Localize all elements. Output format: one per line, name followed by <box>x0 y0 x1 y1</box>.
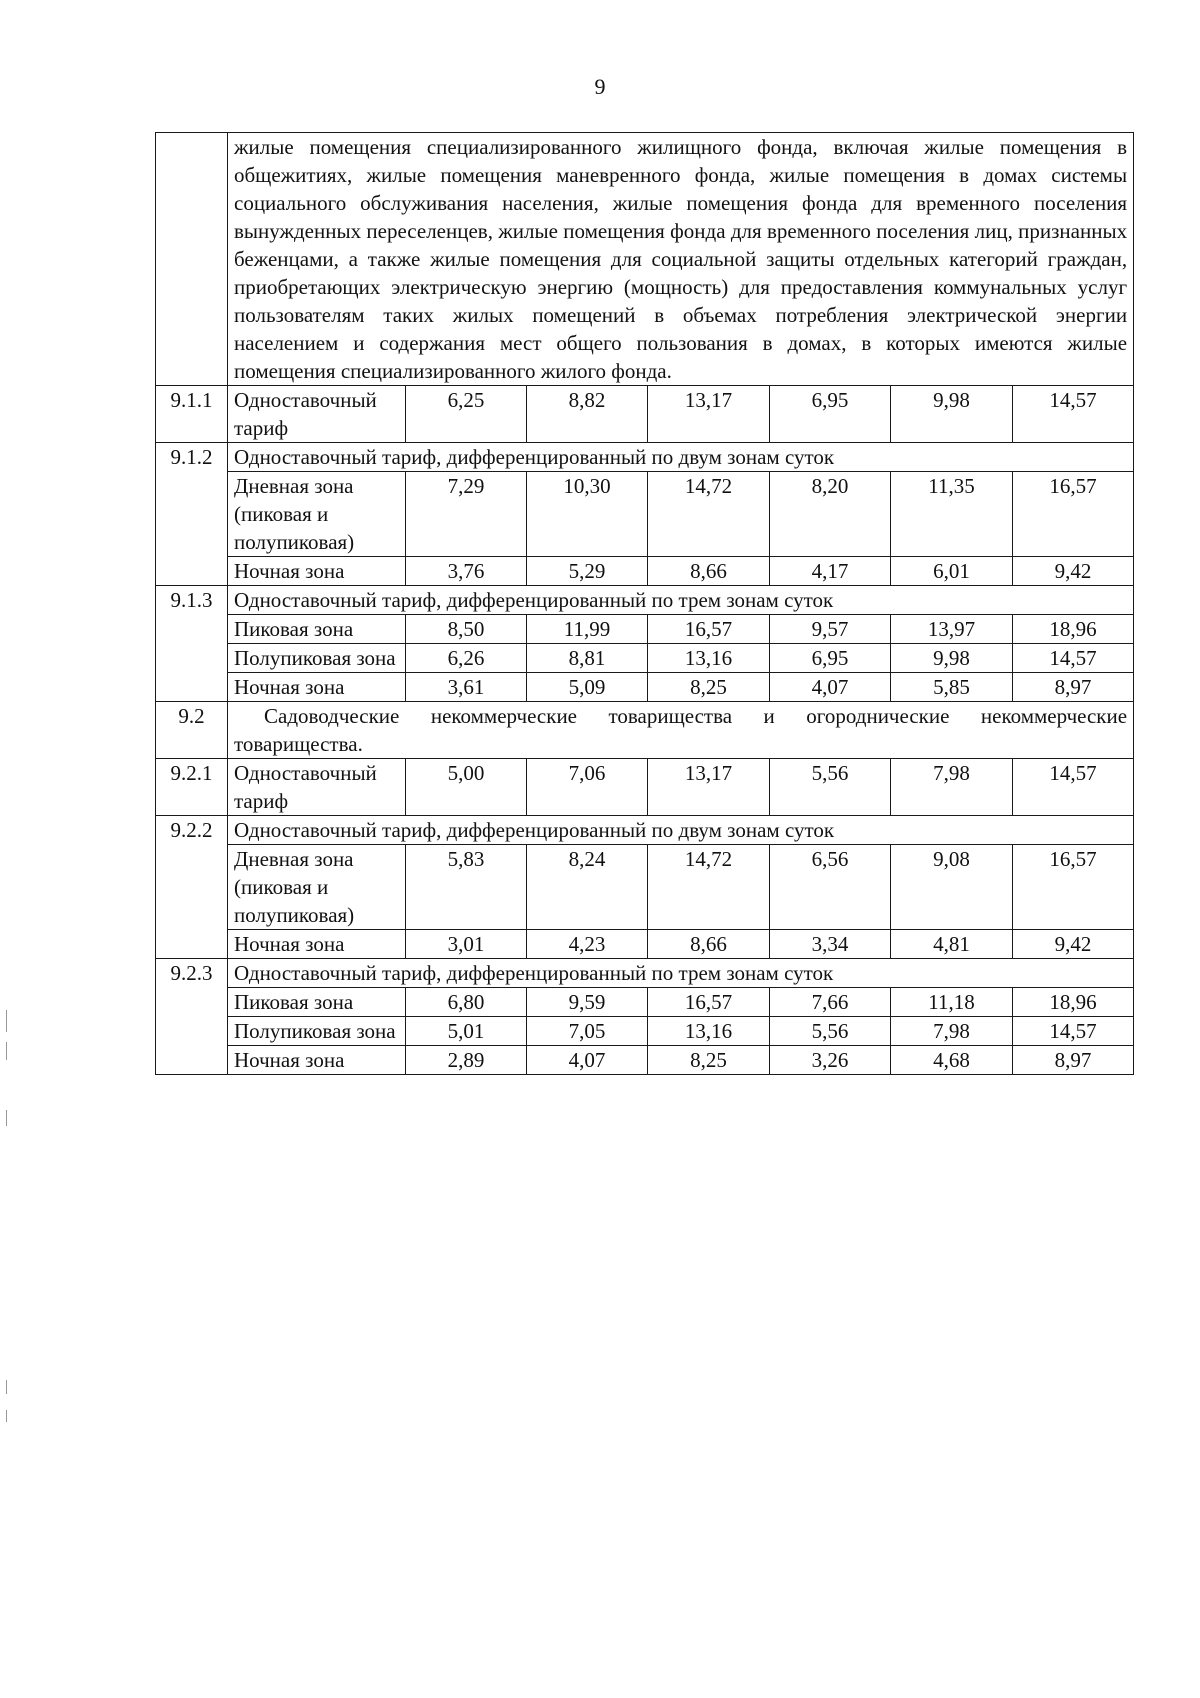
tariff-table <box>155 132 1134 1075</box>
value-cell: 7,66 <box>770 988 891 1017</box>
value-cell: 7,98 <box>891 1017 1013 1046</box>
value-cell: 9,59 <box>527 988 648 1017</box>
value-cell: 6,56 <box>770 845 891 930</box>
table-row <box>156 586 1134 615</box>
table-row <box>156 959 1134 988</box>
value-cell: 18,96 <box>1013 988 1134 1017</box>
value-cell: 9,42 <box>1013 930 1134 959</box>
table-row <box>156 557 1134 586</box>
table-row <box>156 930 1134 959</box>
value-cell: 6,25 <box>406 386 527 443</box>
table-row <box>156 615 1134 644</box>
value-cell: 3,61 <box>406 673 527 702</box>
value-cell: 7,98 <box>891 759 1013 816</box>
value-cell: 13,17 <box>648 386 770 443</box>
row-code: 9.1.2 <box>156 443 228 586</box>
subheader-two-zone: Одноставочный тариф, дифференцированный по двум зонам суток <box>228 816 1134 845</box>
row-label: Ночная зона <box>228 557 406 586</box>
value-cell: 16,57 <box>648 615 770 644</box>
table-row <box>156 759 1134 816</box>
row-label: Дневная зона (пиковая и полупиковая) <box>228 472 406 557</box>
value-cell: 5,29 <box>527 557 648 586</box>
table-row <box>156 673 1134 702</box>
row-code: 9.2.1 <box>156 759 228 816</box>
row-label: Пиковая зона <box>228 615 406 644</box>
value-cell: 8,24 <box>527 845 648 930</box>
value-cell: 3,01 <box>406 930 527 959</box>
table-row <box>156 1017 1134 1046</box>
value-cell: 5,56 <box>770 1017 891 1046</box>
value-cell: 18,96 <box>1013 615 1134 644</box>
value-cell: 3,76 <box>406 557 527 586</box>
value-cell: 8,66 <box>648 930 770 959</box>
value-cell: 14,57 <box>1013 1017 1134 1046</box>
value-cell: 5,83 <box>406 845 527 930</box>
value-cell: 7,06 <box>527 759 648 816</box>
value-cell: 3,26 <box>770 1046 891 1075</box>
value-cell: 6,95 <box>770 644 891 673</box>
value-cell: 16,57 <box>1013 845 1134 930</box>
value-cell: 9,98 <box>891 644 1013 673</box>
value-cell: 5,85 <box>891 673 1013 702</box>
value-cell: 5,01 <box>406 1017 527 1046</box>
scan-mark <box>6 1110 7 1126</box>
value-cell: 7,29 <box>406 472 527 557</box>
table-row <box>156 386 1134 443</box>
table-row <box>156 472 1134 557</box>
value-cell: 9,08 <box>891 845 1013 930</box>
value-cell: 14,57 <box>1013 644 1134 673</box>
value-cell: 4,07 <box>527 1046 648 1075</box>
table-row <box>156 845 1134 930</box>
table-row <box>156 443 1134 472</box>
value-cell: 4,17 <box>770 557 891 586</box>
table-row <box>156 988 1134 1017</box>
row-code: 9.2.3 <box>156 959 228 1075</box>
scan-mark <box>6 1010 7 1032</box>
value-cell: 8,97 <box>1013 1046 1134 1075</box>
row-label: Одноставочный тариф <box>228 759 406 816</box>
value-cell: 8,25 <box>648 673 770 702</box>
scan-mark <box>6 1042 7 1060</box>
value-cell: 16,57 <box>648 988 770 1017</box>
value-cell: 5,00 <box>406 759 527 816</box>
table-row <box>156 702 1134 759</box>
row-label: Ночная зона <box>228 930 406 959</box>
row-label: Одноставочный тариф <box>228 386 406 443</box>
value-cell: 8,97 <box>1013 673 1134 702</box>
value-cell: 5,09 <box>527 673 648 702</box>
row-label: Полупиковая зона <box>228 644 406 673</box>
scan-mark <box>6 1380 7 1394</box>
value-cell: 8,82 <box>527 386 648 443</box>
row-label: Пиковая зона <box>228 988 406 1017</box>
intro-description: жилые помещения специализированного жилищного фонда, включая жилые помещения в общежитиях, жилые помещения маневренного фонда, жилые помещения в домах системы социального обслуживания населения, жилые помещения фонда для временного поселения вынужденных переселенцев, жилые помещения фонда для временного поселения лиц, признанных беженцами, а также жилые помещения для социальной защиты отдельных категорий граждан, приобретающих электрическую энергию (мощность) для предоставления коммунальных услуг пользователям таких жилых помещений в объемах потребления электрической энергии населением и содержания мест общего пользования в домах, в которых имеются жилые помещения специализированного жилого фонда. <box>228 133 1134 386</box>
value-cell: 8,25 <box>648 1046 770 1075</box>
value-cell: 9,98 <box>891 386 1013 443</box>
value-cell: 6,26 <box>406 644 527 673</box>
row-label: Ночная зона <box>228 1046 406 1075</box>
value-cell: 3,34 <box>770 930 891 959</box>
value-cell: 8,66 <box>648 557 770 586</box>
subheader-three-zone: Одноставочный тариф, дифференцированный по трем зонам суток <box>228 959 1134 988</box>
value-cell: 14,57 <box>1013 759 1134 816</box>
row-label: Полупиковая зона <box>228 1017 406 1046</box>
table-row <box>156 816 1134 845</box>
section-description: Садоводческие некоммерческие товарищества и огороднические некоммерческие товарищества. <box>228 702 1134 759</box>
empty-code-cell <box>156 133 228 386</box>
value-cell: 9,57 <box>770 615 891 644</box>
row-code: 9.1.3 <box>156 586 228 702</box>
value-cell: 9,42 <box>1013 557 1134 586</box>
value-cell: 13,16 <box>648 644 770 673</box>
value-cell: 14,72 <box>648 472 770 557</box>
value-cell: 5,56 <box>770 759 891 816</box>
value-cell: 13,97 <box>891 615 1013 644</box>
page-number: 9 <box>594 74 606 99</box>
value-cell: 7,05 <box>527 1017 648 1046</box>
table-row <box>156 644 1134 673</box>
value-cell: 10,30 <box>527 472 648 557</box>
row-code: 9.2 <box>156 702 228 759</box>
value-cell: 6,80 <box>406 988 527 1017</box>
value-cell: 14,57 <box>1013 386 1134 443</box>
row-code: 9.1.1 <box>156 386 228 443</box>
value-cell: 4,68 <box>891 1046 1013 1075</box>
row-label: Ночная зона <box>228 673 406 702</box>
value-cell: 11,99 <box>527 615 648 644</box>
table-row <box>156 1046 1134 1075</box>
value-cell: 8,50 <box>406 615 527 644</box>
value-cell: 4,07 <box>770 673 891 702</box>
value-cell: 8,81 <box>527 644 648 673</box>
subheader-two-zone: Одноставочный тариф, дифференцированный по двум зонам суток <box>228 443 1134 472</box>
value-cell: 8,20 <box>770 472 891 557</box>
value-cell: 6,95 <box>770 386 891 443</box>
intro-row <box>156 133 1134 386</box>
value-cell: 11,35 <box>891 472 1013 557</box>
value-cell: 4,81 <box>891 930 1013 959</box>
value-cell: 14,72 <box>648 845 770 930</box>
value-cell: 2,89 <box>406 1046 527 1075</box>
value-cell: 11,18 <box>891 988 1013 1017</box>
value-cell: 13,16 <box>648 1017 770 1046</box>
row-code: 9.2.2 <box>156 816 228 959</box>
subheader-three-zone: Одноставочный тариф, дифференцированный по трем зонам суток <box>228 586 1134 615</box>
value-cell: 4,23 <box>527 930 648 959</box>
scan-mark <box>6 1410 7 1422</box>
value-cell: 13,17 <box>648 759 770 816</box>
value-cell: 6,01 <box>891 557 1013 586</box>
row-label: Дневная зона (пиковая и полупиковая) <box>228 845 406 930</box>
value-cell: 16,57 <box>1013 472 1134 557</box>
